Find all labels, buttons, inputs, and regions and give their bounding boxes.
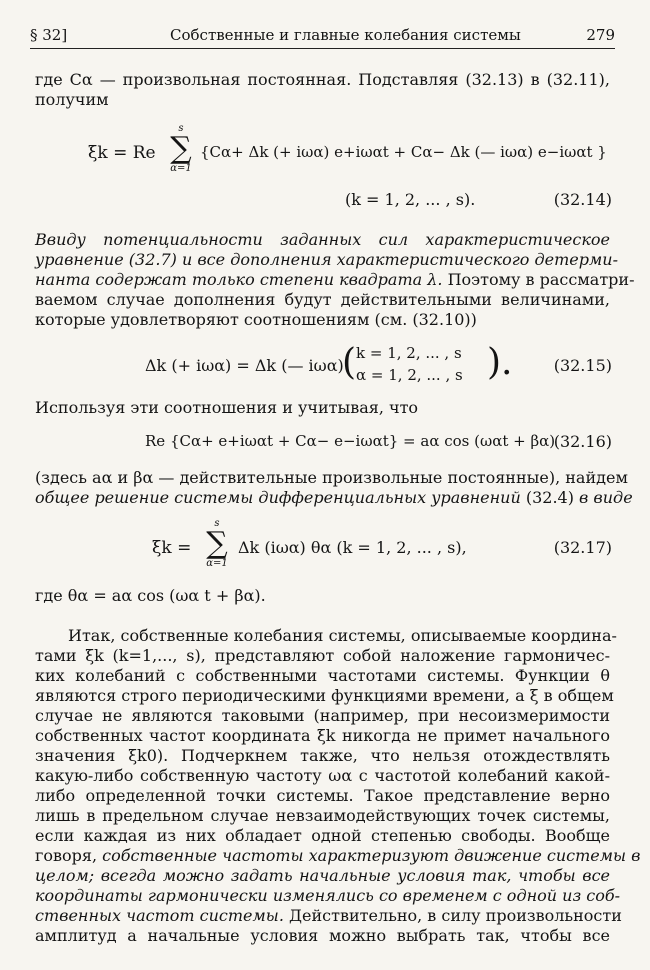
text-line: координаты гармонически изменялись со временем с одной из соб- xyxy=(35,886,621,905)
eq-32-17-lhs: ξk = xyxy=(152,538,192,558)
eq-number: (32.16) xyxy=(553,432,612,451)
text-line: которые удовлетворяют соотношениям (см. (32.10)) xyxy=(35,310,477,329)
eq-number: (32.15) xyxy=(553,356,612,375)
where-line: где θα = aα cos (ωα t + βα). xyxy=(35,586,266,605)
text-line: Используя эти соотношения и учитывая, что xyxy=(35,398,419,417)
eq-number: (32.17) xyxy=(553,538,612,557)
left-paren: ( xyxy=(342,342,357,383)
eq-32-15-formula: Δk (+ iωα) = Δk (— iωα) xyxy=(145,356,344,375)
text-line: случае не являются таковыми (например, при несоизмеримости xyxy=(35,706,610,725)
text-line: целом; всегда можно задать начальные условия так, чтобы все xyxy=(35,866,610,885)
page-number: 279 xyxy=(586,26,615,44)
text-line: значения ξk0). Подчеркнем также, что нельзя отождествлять xyxy=(35,746,610,765)
header-rule xyxy=(30,48,615,49)
text-line: амплитуд a начальные условия можно выбрать так, чтобы все xyxy=(35,926,610,945)
text-line: уравнение (32.7) и все дополнения характеристического детерми- xyxy=(35,250,618,269)
text-line: являются строго периодическими функциями времени, а ξ в общем xyxy=(35,686,614,705)
text-line: какую-либо собственную частоту ωα с частотой колебаний какой- xyxy=(35,766,610,785)
text-line: общее решение системы дифференциальных уравнений (32.4) в виде xyxy=(35,488,633,507)
eq-32-14-lhs: ξk = Re xyxy=(88,143,156,163)
text-line: ких колебаний с собственными частотами системы. Функции θ xyxy=(35,666,610,685)
summation-symbol: s ∑ α=1 xyxy=(170,123,192,174)
right-paren: ). xyxy=(487,342,513,383)
eq-32-14-condition: (k = 1, 2, ... , s). xyxy=(345,190,476,209)
text-line: собственных частот координата ξk никогда не примет начального xyxy=(35,726,610,745)
text-line: если каждая из них обладает одной степенью свободы. Вообще xyxy=(35,826,610,845)
section-ref: § 32] xyxy=(30,26,68,44)
text-line: говоря, собственные частоты характеризуют движение системы в xyxy=(35,846,641,865)
text-line: Ввиду потенциальности заданных сил характеристическое xyxy=(35,230,610,249)
text-line: ственных частот системы. Действительно, в силу произвольности xyxy=(35,906,622,925)
eq-32-16-formula: Re {Cα+ e+iωαt + Cα− e−iωαt} = aα cos (ωαt + βα) xyxy=(145,432,556,450)
text-line: Итак, собственные колебания системы, описываемые координа- xyxy=(68,626,617,645)
text-line: ваемом случае дополнения будут действительными величинами, xyxy=(35,290,610,309)
eq-32-15-cond1: k = 1, 2, ... , s xyxy=(356,344,462,362)
eq-32-17-rhs: Δk (iωα) θα (k = 1, 2, ... , s), xyxy=(238,538,467,557)
text-line: где Cα — произвольная постоянная. Подставляя (32.13) в (32.11), xyxy=(35,70,610,89)
text-line: лишь в предельном случае невзаимодействующих точек системы, xyxy=(35,806,610,825)
eq-32-14-rhs: {Cα+ Δk (+ iωα) e+iωαt + Cα− Δk (— iωα) e−iωαt } xyxy=(200,143,607,161)
eq-32-15-cond2: α = 1, 2, ... , s xyxy=(356,366,463,384)
text-line: тами ξk (k=1,..., s), представляют собой наложение гармоничес- xyxy=(35,646,610,665)
chapter-title: Собственные и главные колебания системы xyxy=(170,26,521,44)
text-line: нанта содержат только степени квадрата λ. Поэтому в рассматри- xyxy=(35,270,635,289)
text-line: либо определенной точки системы. Такое представление верно xyxy=(35,786,610,805)
text-line: (здесь aα и βα — действительные произвольные постоянные), найдем xyxy=(35,468,628,487)
text-line: получим xyxy=(35,90,109,109)
eq-number: (32.14) xyxy=(553,190,612,209)
running-header xyxy=(30,26,615,48)
summation-symbol: s ∑ α=1 xyxy=(206,518,228,569)
